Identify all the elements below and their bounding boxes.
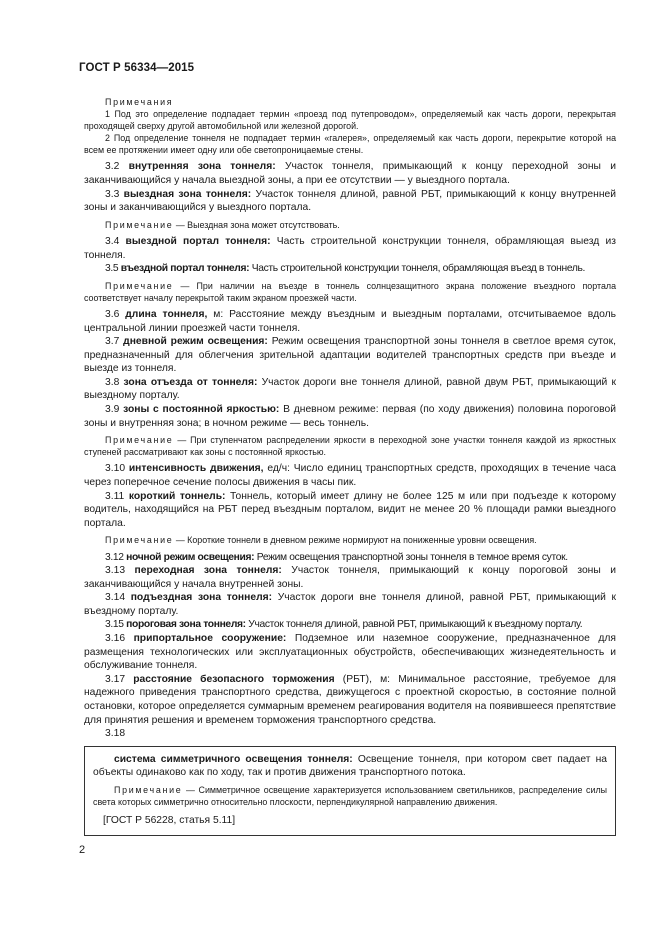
term-3-18-number: 3.18 bbox=[105, 728, 126, 740]
notes-heading: Примечания bbox=[105, 97, 174, 107]
reference-citation: [ГОСТ Р 56228, статья 5.11] bbox=[103, 815, 236, 827]
term-3-9: 3.9 зоны с постоянной яркостью: В дневном режиме: первая (по ходу движения) половина пороговой зоны и внутренняя зона; в ночном режиме — весь тоннель. bbox=[84, 404, 616, 429]
note-3-18: Примечание — Симметричное освещение характеризуется использованием светильников, распределение силы света которых симметрично относительно плоскости, перпендикулярной направлению движения. bbox=[93, 785, 607, 808]
note-item: 2 Под определение тоннеля не подпадает термин «галерея», определяемый как часть дороги, перекрытие которой на всем ее протяжении имеет одну или обе светопроницаемые стены. bbox=[84, 133, 616, 156]
term-3-5: 3.5 въездной портал тоннеля: Часть строительной конструкции тоннеля, обрамляющая въезд в тоннель. bbox=[105, 263, 586, 275]
term-3-10: 3.10 интенсивность движения, ед/ч: Число единиц транспортных средств, проходящих в течение часа через поперечное сечение полосы движения в часы пик. bbox=[84, 463, 616, 489]
note-item: 1 Под это определение подпадает термин «проезд под путепроводом», определяемый как часть дороги, перекрытая проходящей сверху другой автомобильной или железной дорогой. bbox=[84, 109, 616, 132]
page-number: 2 bbox=[79, 844, 86, 856]
note-3-11: Примечание — Короткие тоннели в дневном режиме нормируют на пониженные уровни освещения. bbox=[105, 535, 537, 546]
document-code: ГОСТ Р 56334—2015 bbox=[79, 62, 195, 74]
term-3-4: 3.4 выездной портал тоннеля: Часть строительной конструкции тоннеля, обрамляющая выезд из тоннеля. bbox=[84, 235, 616, 261]
document-body bbox=[84, 96, 616, 836]
term-3-6: 3.6 длина тоннеля, м: Расстояние между въездным и выездным порталами, отсчитываемое вдоль центральной линии проезжей части тоннеля. bbox=[84, 308, 616, 334]
term-3-18: система симметричного освещения тоннеля: Освещение тоннеля, при котором свет падает на объекты одинаково как по ходу, так и против движения транспортного потока. bbox=[93, 753, 607, 779]
term-3-8: 3.8 зона отъезда от тоннеля: Участок дороги вне тоннеля длиной, равной двум РБТ, примыкающий к выездному порталу. bbox=[84, 376, 616, 402]
term-3-16: 3.16 припортальное сооружение: Подземное или наземное сооружение, предназначенное для размещения технологических или эксплуатационных обустройств, обеспечивающих жизнедеятельность и обслуживание тоннеля. bbox=[84, 633, 616, 672]
term-3-15: 3.15 пороговая зона тоннеля: Участок тоннеля длиной, равной РБТ, примыкающий к въездному порталу. bbox=[105, 619, 583, 631]
note-3-9: Примечание — При ступенчатом распределении яркости в переходной зоне участки тоннеля каждой из яркостных ступеней рассматривают как зоны с постоянной яркостью. bbox=[84, 435, 616, 458]
note-3-5: Примечание — При наличии на въезде в тоннель солнцезащитного экрана положение въездного портала соответствует началу перекрытой таким экраном проезжей части. bbox=[84, 280, 617, 303]
term-3-7: 3.7 дневной режим освещения: Режим освещения транспортной зоны тоннеля в светлое время суток, предназначенный для облегчения зрительной адаптации водителей транспортных средств при въезде и выезде из тоннеля. bbox=[84, 336, 616, 375]
term-3-18-box bbox=[84, 746, 616, 836]
term-3-12: 3.12 ночной режим освещения: Режим освещения транспортной зоны тоннеля в темное время суток. bbox=[105, 551, 568, 563]
term-3-11: 3.11 короткий тоннель: Тоннель, который имеет длину не более 125 м или при подъезде к которому водитель, находящийся на РБТ перед въездным порталом, видит не менее 20 % площади рамки выездного портала. bbox=[84, 490, 616, 529]
term-3-13: 3.13 переходная зона тоннеля: Участок тоннеля, примыкающий к концу пороговой зоны и заканчивающийся у начала внутренней зоны. bbox=[84, 565, 616, 590]
term-3-3: 3.3 выездная зона тоннеля: Участок тоннеля длиной, равной РБТ, примыкающий к концу внутренней зоны и заканчивающийся у выездного портала. bbox=[84, 188, 616, 214]
note-3-3: Примечание — Выездная зона может отсутствовать. bbox=[105, 219, 340, 230]
term-3-17: 3.17 расстояние безопасного торможения (РБТ), м: Минимальное расстояние, требуемое для надежного приведения транспортного средства, движущегося с проектной скоростью, в состояние полной остановки, которое определяется суммарным временем реагирования водителя на появившееся препятствие для принятия решения и временем торможения транспортного средства. bbox=[84, 673, 616, 726]
term-3-2: 3.2 внутренняя зона тоннеля: Участок тоннеля, примыкающий к концу переходной зоны и заканчивающийся у начала выездной зоны, а при ее отсутствии — у выездного портала. bbox=[84, 161, 616, 187]
term-3-14: 3.14 подъездная зона тоннеля: Участок дороги вне тоннеля длиной, равной РБТ, примыкающий к въездному порталу. bbox=[84, 592, 616, 617]
